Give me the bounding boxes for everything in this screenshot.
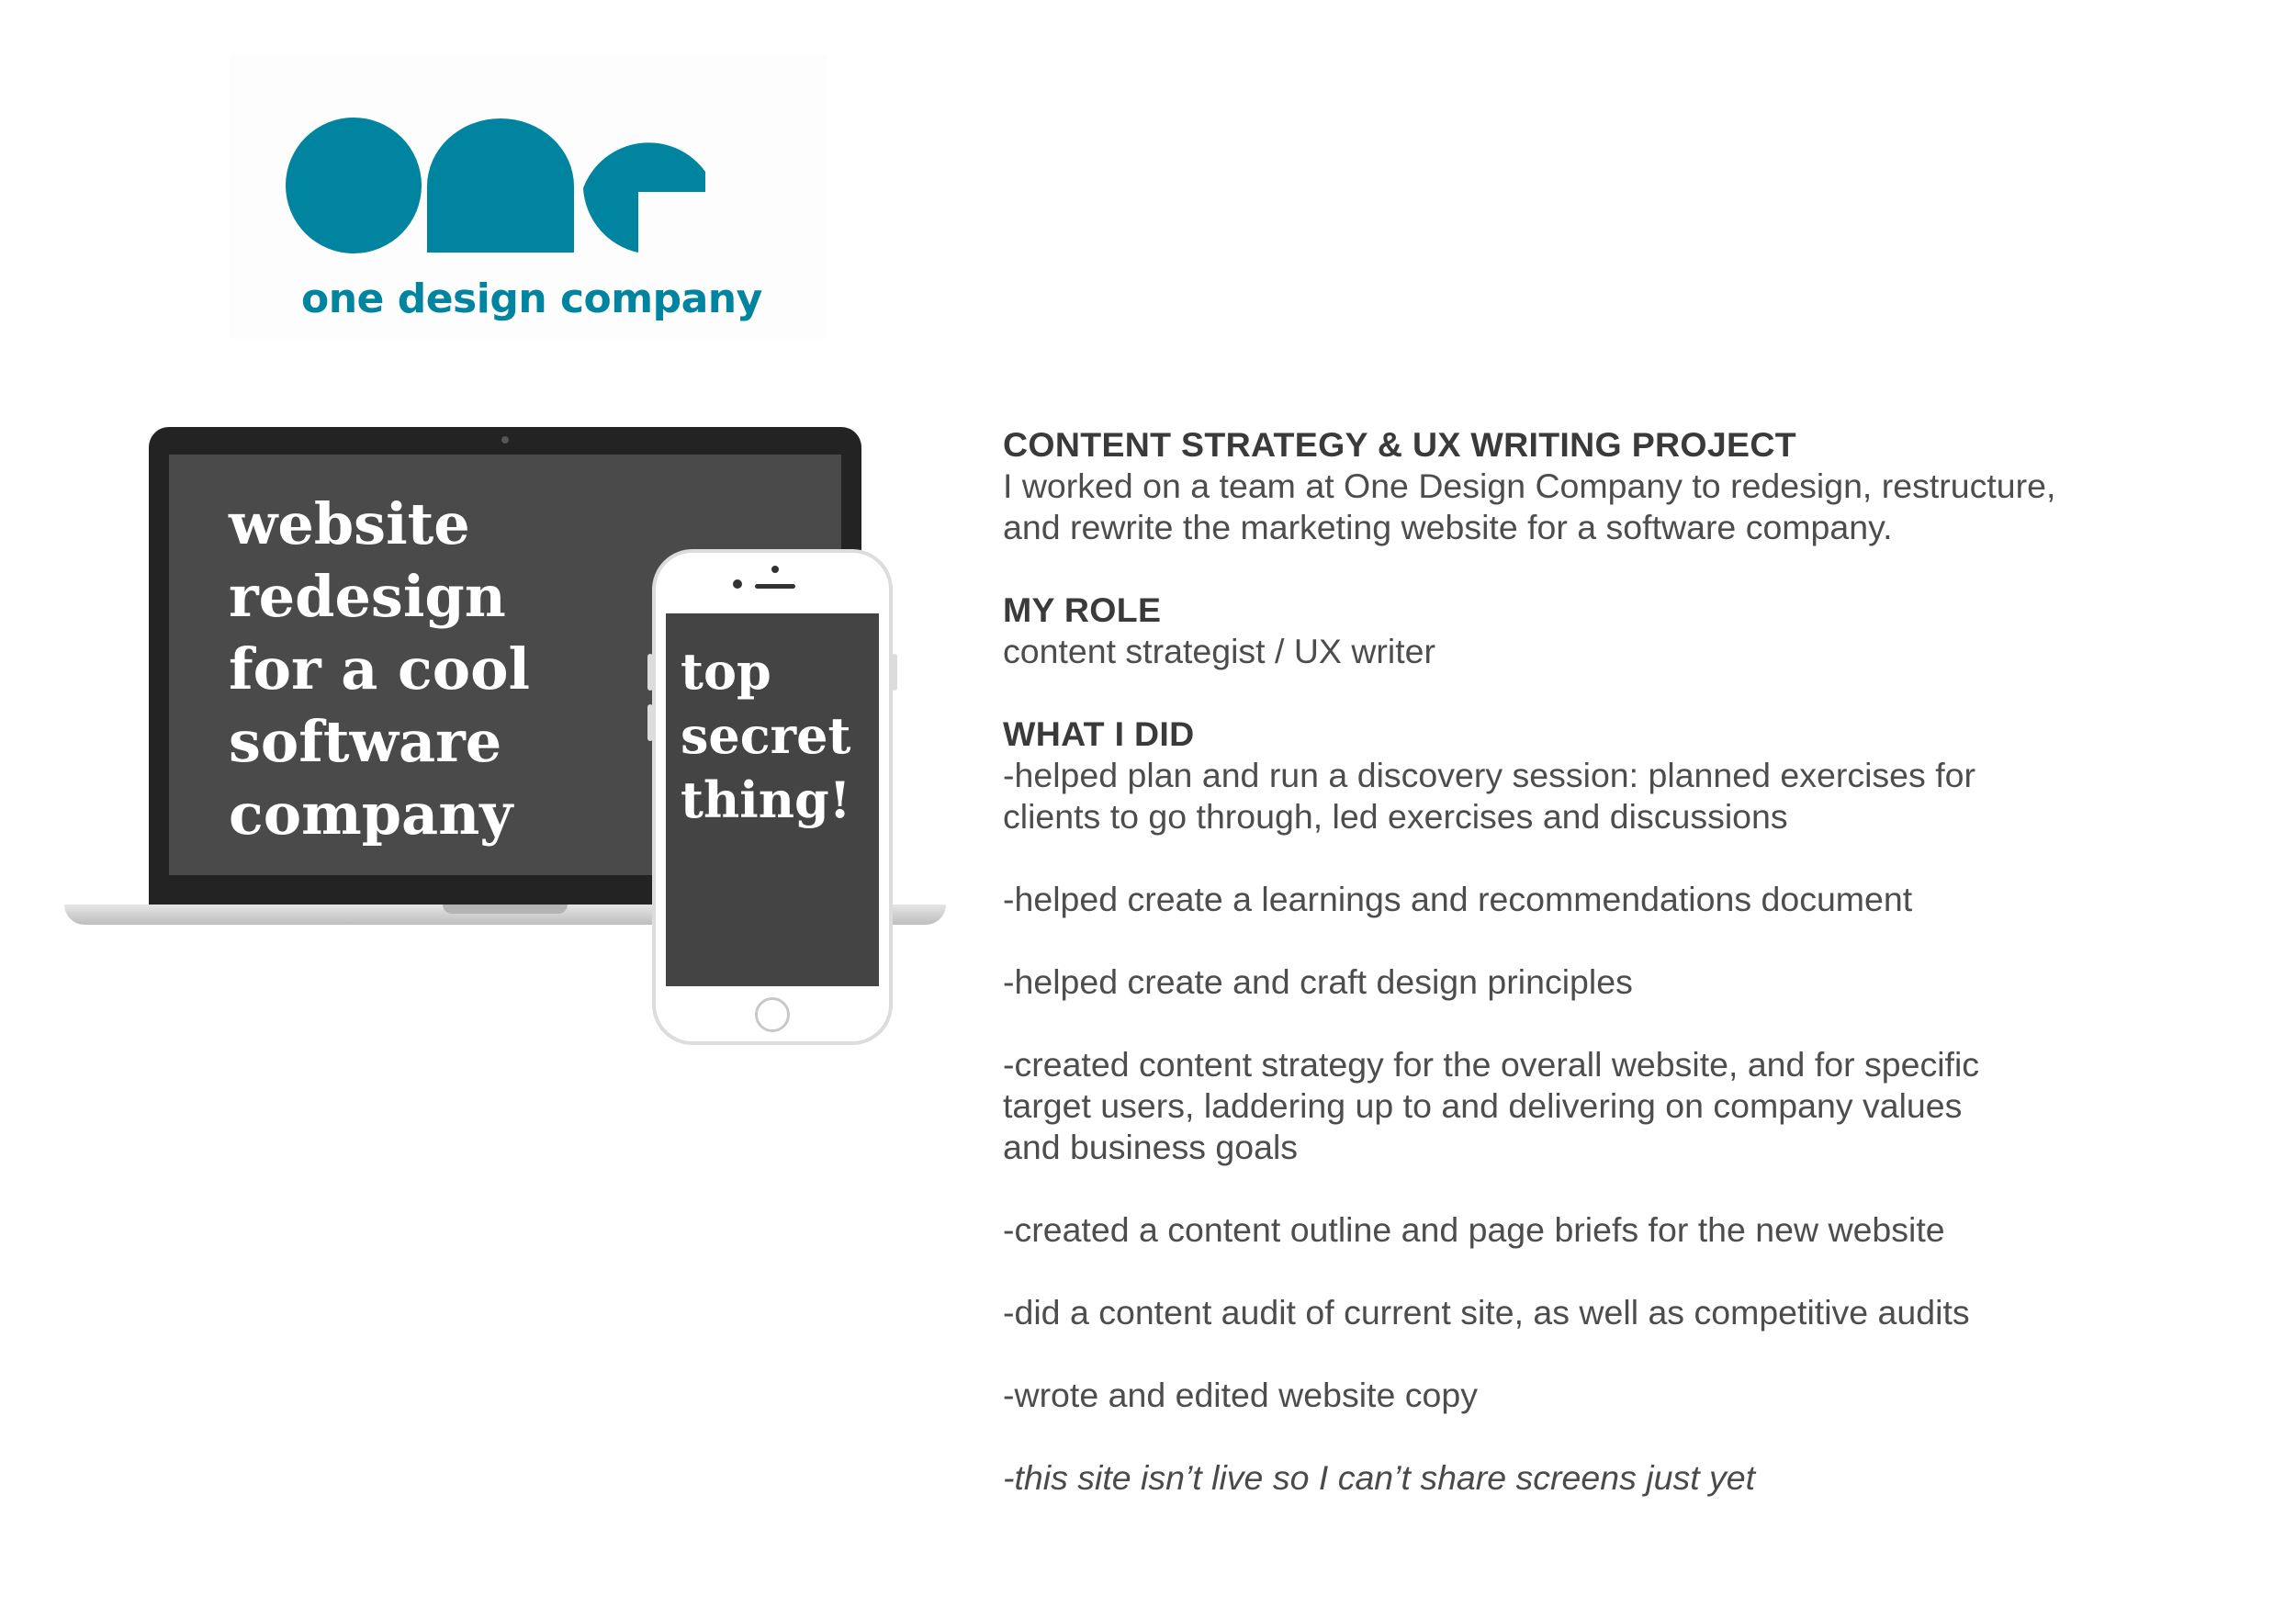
list-item: -wrote and edited website copy <box>1003 1376 1478 1414</box>
phone-screen <box>666 613 879 986</box>
list-item: clients to go through, led exercises and discussions <box>1003 797 1788 836</box>
phone-power-button <box>892 654 897 691</box>
phone-sensor <box>771 566 779 573</box>
role-text: content strategist / UX writer <box>1003 632 1436 670</box>
one-logo-mark <box>285 115 707 271</box>
project-heading: CONTENT STRATEGY & UX WRITING PROJECT <box>1003 425 1796 464</box>
list-item: -helped create and craft design principles <box>1003 962 1633 1001</box>
project-summary-line: I worked on a team at One Design Company to redesign, restructure, <box>1003 466 2056 505</box>
list-item: -helped plan and run a discovery session: planned exercises for <box>1003 756 1975 794</box>
list-item: target users, laddering up to and delivering on company values <box>1003 1086 1963 1125</box>
phone-mockup <box>652 549 893 1045</box>
project-description <box>1003 424 2234 1499</box>
logo-tagline: one design company <box>301 275 762 322</box>
laptop-notch <box>443 905 568 914</box>
phone-screen-text: top secret thing! <box>681 642 851 829</box>
list-item: and business goals <box>1003 1128 1299 1166</box>
list-item: -helped create a learnings and recommendations document <box>1003 880 1913 918</box>
phone-volume-button <box>647 704 653 741</box>
phone-home-button <box>755 997 790 1032</box>
availability-note: -this site isn’t live so I can’t share screens just yet <box>1003 1458 1756 1497</box>
list-item: -created a content outline and page briefs for the new website <box>1003 1210 1945 1249</box>
laptop-camera <box>501 436 509 444</box>
company-logo <box>230 55 827 340</box>
project-summary-line: and rewrite the marketing website for a software company. <box>1003 508 1893 546</box>
list-item: -did a content audit of current site, as well as competitive audits <box>1003 1293 1970 1332</box>
what-i-did-heading: WHAT I DID <box>1003 714 1195 753</box>
laptop-screen-text: website redesign for a cool software company <box>229 490 531 848</box>
phone-speaker <box>755 584 795 589</box>
phone-front-camera <box>733 579 742 589</box>
phone-volume-button <box>647 654 653 691</box>
role-heading: MY ROLE <box>1003 590 1162 629</box>
list-item: -created content strategy for the overall website, and for specific <box>1003 1045 1980 1084</box>
